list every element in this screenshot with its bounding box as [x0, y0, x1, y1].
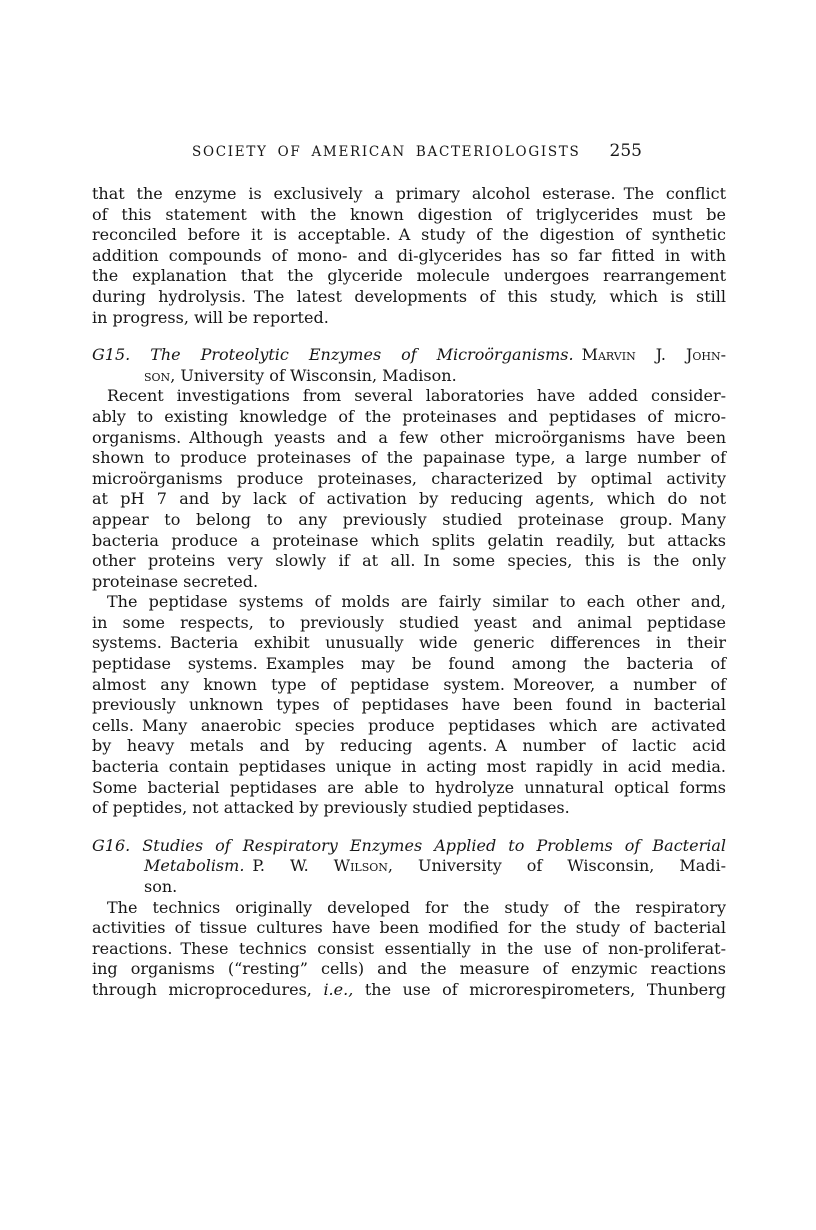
- body-text: Some bacterial peptidases are able to hydrolyze unnatural optical forms: [92, 777, 726, 797]
- smallcaps-author-name: son: [144, 365, 171, 385]
- text-line: [92, 675, 726, 696]
- body-text: through microprocedures,: [92, 979, 324, 999]
- body-text: bacteria produce a proteinase which splits gelatin readily, but attacks: [92, 530, 726, 550]
- body-text: of this statement with the known digestion of triglycerides must be: [92, 204, 726, 224]
- italic-text: Metabolism.: [144, 856, 245, 876]
- text-line: [92, 939, 726, 960]
- body-text: organisms. Although yeasts and a few other microörganisms have been: [92, 427, 726, 447]
- body-text: in some respects, to previously studied yeast and animal peptidase: [92, 612, 726, 632]
- text-line: [92, 246, 726, 267]
- text-line: [92, 345, 726, 366]
- body-text: bacteria contain peptidases unique in acting most rapidly in acid media.: [92, 757, 726, 777]
- body-text: [574, 345, 582, 364]
- body-text: the explanation that the glyceride molecule undergoes rearrangement: [92, 266, 726, 286]
- italic-text: G15. The Proteolytic Enzymes of Microörganisms.: [92, 345, 574, 365]
- body-text: the use of microrespirometers, Thunberg: [353, 979, 727, 999]
- body-text: The technics originally developed for the study of the respiratory: [107, 897, 726, 917]
- text-line: [92, 428, 726, 449]
- text-line: [92, 386, 726, 407]
- text-line: [92, 469, 726, 490]
- text-line: [92, 633, 726, 654]
- text-line: [92, 407, 726, 428]
- body-text: shown to produce proteinases of the papainase type, a large number of: [92, 448, 726, 468]
- journal-header-title: SOCIETY OF AMERICAN BACTERIOLOGISTS: [192, 144, 581, 160]
- body-text: other proteins very slowly if at all. In some species, this is the only: [92, 551, 726, 571]
- body-text: ably to existing knowledge of the proteinases and peptidases of micro-: [92, 406, 726, 426]
- smallcaps-author-name: Marvin J. John-: [581, 345, 727, 365]
- smallcaps-author-name: Wilson: [333, 856, 388, 876]
- body-text: P. W.: [244, 856, 334, 876]
- text-line: [92, 898, 726, 919]
- text-line: [92, 510, 726, 531]
- text-line: [92, 366, 726, 387]
- body-text: systems. Bacteria exhibit unusually wide generic differences in their: [92, 633, 726, 653]
- text-line: [92, 959, 726, 980]
- text-line: [92, 205, 726, 226]
- body-text: , University of Wisconsin, Madison.: [170, 365, 457, 385]
- text-line: [92, 695, 726, 716]
- body-text: at pH 7 and by lack of activation by reducing agents, which do not: [92, 489, 726, 509]
- paragraph: [92, 898, 726, 1001]
- body-text: by heavy metals and by reducing agents. A number of lactic acid: [92, 736, 726, 756]
- text-line: [92, 778, 726, 799]
- italic-text: i.e.,: [323, 979, 354, 999]
- running-header: [92, 141, 726, 161]
- body-text: that the enzyme is exclusively a primary alcohol esterase. The conflict: [92, 184, 726, 203]
- text-line: [92, 184, 726, 205]
- body-text: son.: [144, 877, 178, 896]
- body-text: activities of tissue cultures have been modified for the study of bacterial: [92, 918, 726, 938]
- text-line: [92, 572, 726, 593]
- body-text: cells. Many anaerobic species produce peptidases which are activated: [92, 715, 726, 735]
- page-body: [92, 184, 726, 1001]
- text-line: [92, 877, 726, 898]
- text-line: [92, 489, 726, 510]
- paragraph: [92, 386, 726, 592]
- text-line: [92, 798, 726, 819]
- text-line: [92, 980, 726, 1001]
- text-line: [92, 716, 726, 737]
- page-number: 255: [609, 141, 642, 161]
- text-line: [92, 757, 726, 778]
- text-line: [92, 308, 726, 329]
- body-text: in progress, will be reported.: [92, 307, 329, 327]
- body-text: appear to belong to any previously studied proteinase group. Many: [92, 509, 726, 529]
- body-text: reactions. These technics consist essentially in the use of non-proliferat-: [92, 938, 726, 958]
- text-line: [92, 266, 726, 287]
- body-text: addition compounds of mono- and di-glycerides has so far fitted in with: [92, 245, 726, 265]
- text-line: [92, 918, 726, 939]
- body-text: almost any known type of peptidase system. Moreover, a number of: [92, 674, 726, 694]
- text-line: [92, 654, 726, 675]
- italic-text: G16. Studies of Respiratory Enzymes Applied to Problems of Bacterial: [92, 835, 726, 855]
- paragraph: [92, 184, 726, 328]
- text-line: [92, 287, 726, 308]
- body-text: of peptides, not attacked by previously studied peptidases.: [92, 798, 570, 818]
- body-text: during hydrolysis. The latest developments of this study, which is still: [92, 286, 726, 306]
- abstract-heading: [92, 836, 726, 898]
- body-text: Recent investigations from several laboratories have added consider-: [107, 386, 726, 406]
- body-text: , University of Wisconsin, Madi-: [387, 856, 726, 876]
- body-text: previously unknown types of peptidases have been found in bacterial: [92, 695, 726, 715]
- body-text: ing organisms (“resting” cells) and the measure of enzymic reactions: [92, 959, 726, 979]
- text-line: [92, 551, 726, 572]
- body-text: The peptidase systems of molds are fairly similar to each other and,: [107, 592, 726, 612]
- text-line: [92, 592, 726, 613]
- text-column: [92, 141, 726, 1001]
- text-line: [92, 448, 726, 469]
- abstract-heading: [92, 345, 726, 386]
- body-text: proteinase secreted.: [92, 571, 259, 591]
- text-line: [92, 225, 726, 246]
- body-text: peptidase systems. Examples may be found among the bacteria of: [92, 654, 726, 674]
- body-text: microörganisms produce proteinases, characterized by optimal activity: [92, 468, 726, 488]
- text-line: [92, 736, 726, 757]
- text-line: [92, 531, 726, 552]
- paragraph: [92, 592, 726, 819]
- body-text: reconciled before it is acceptable. A study of the digestion of synthetic: [92, 225, 726, 245]
- text-line: [92, 836, 726, 857]
- text-line: [92, 856, 726, 877]
- text-line: [92, 613, 726, 634]
